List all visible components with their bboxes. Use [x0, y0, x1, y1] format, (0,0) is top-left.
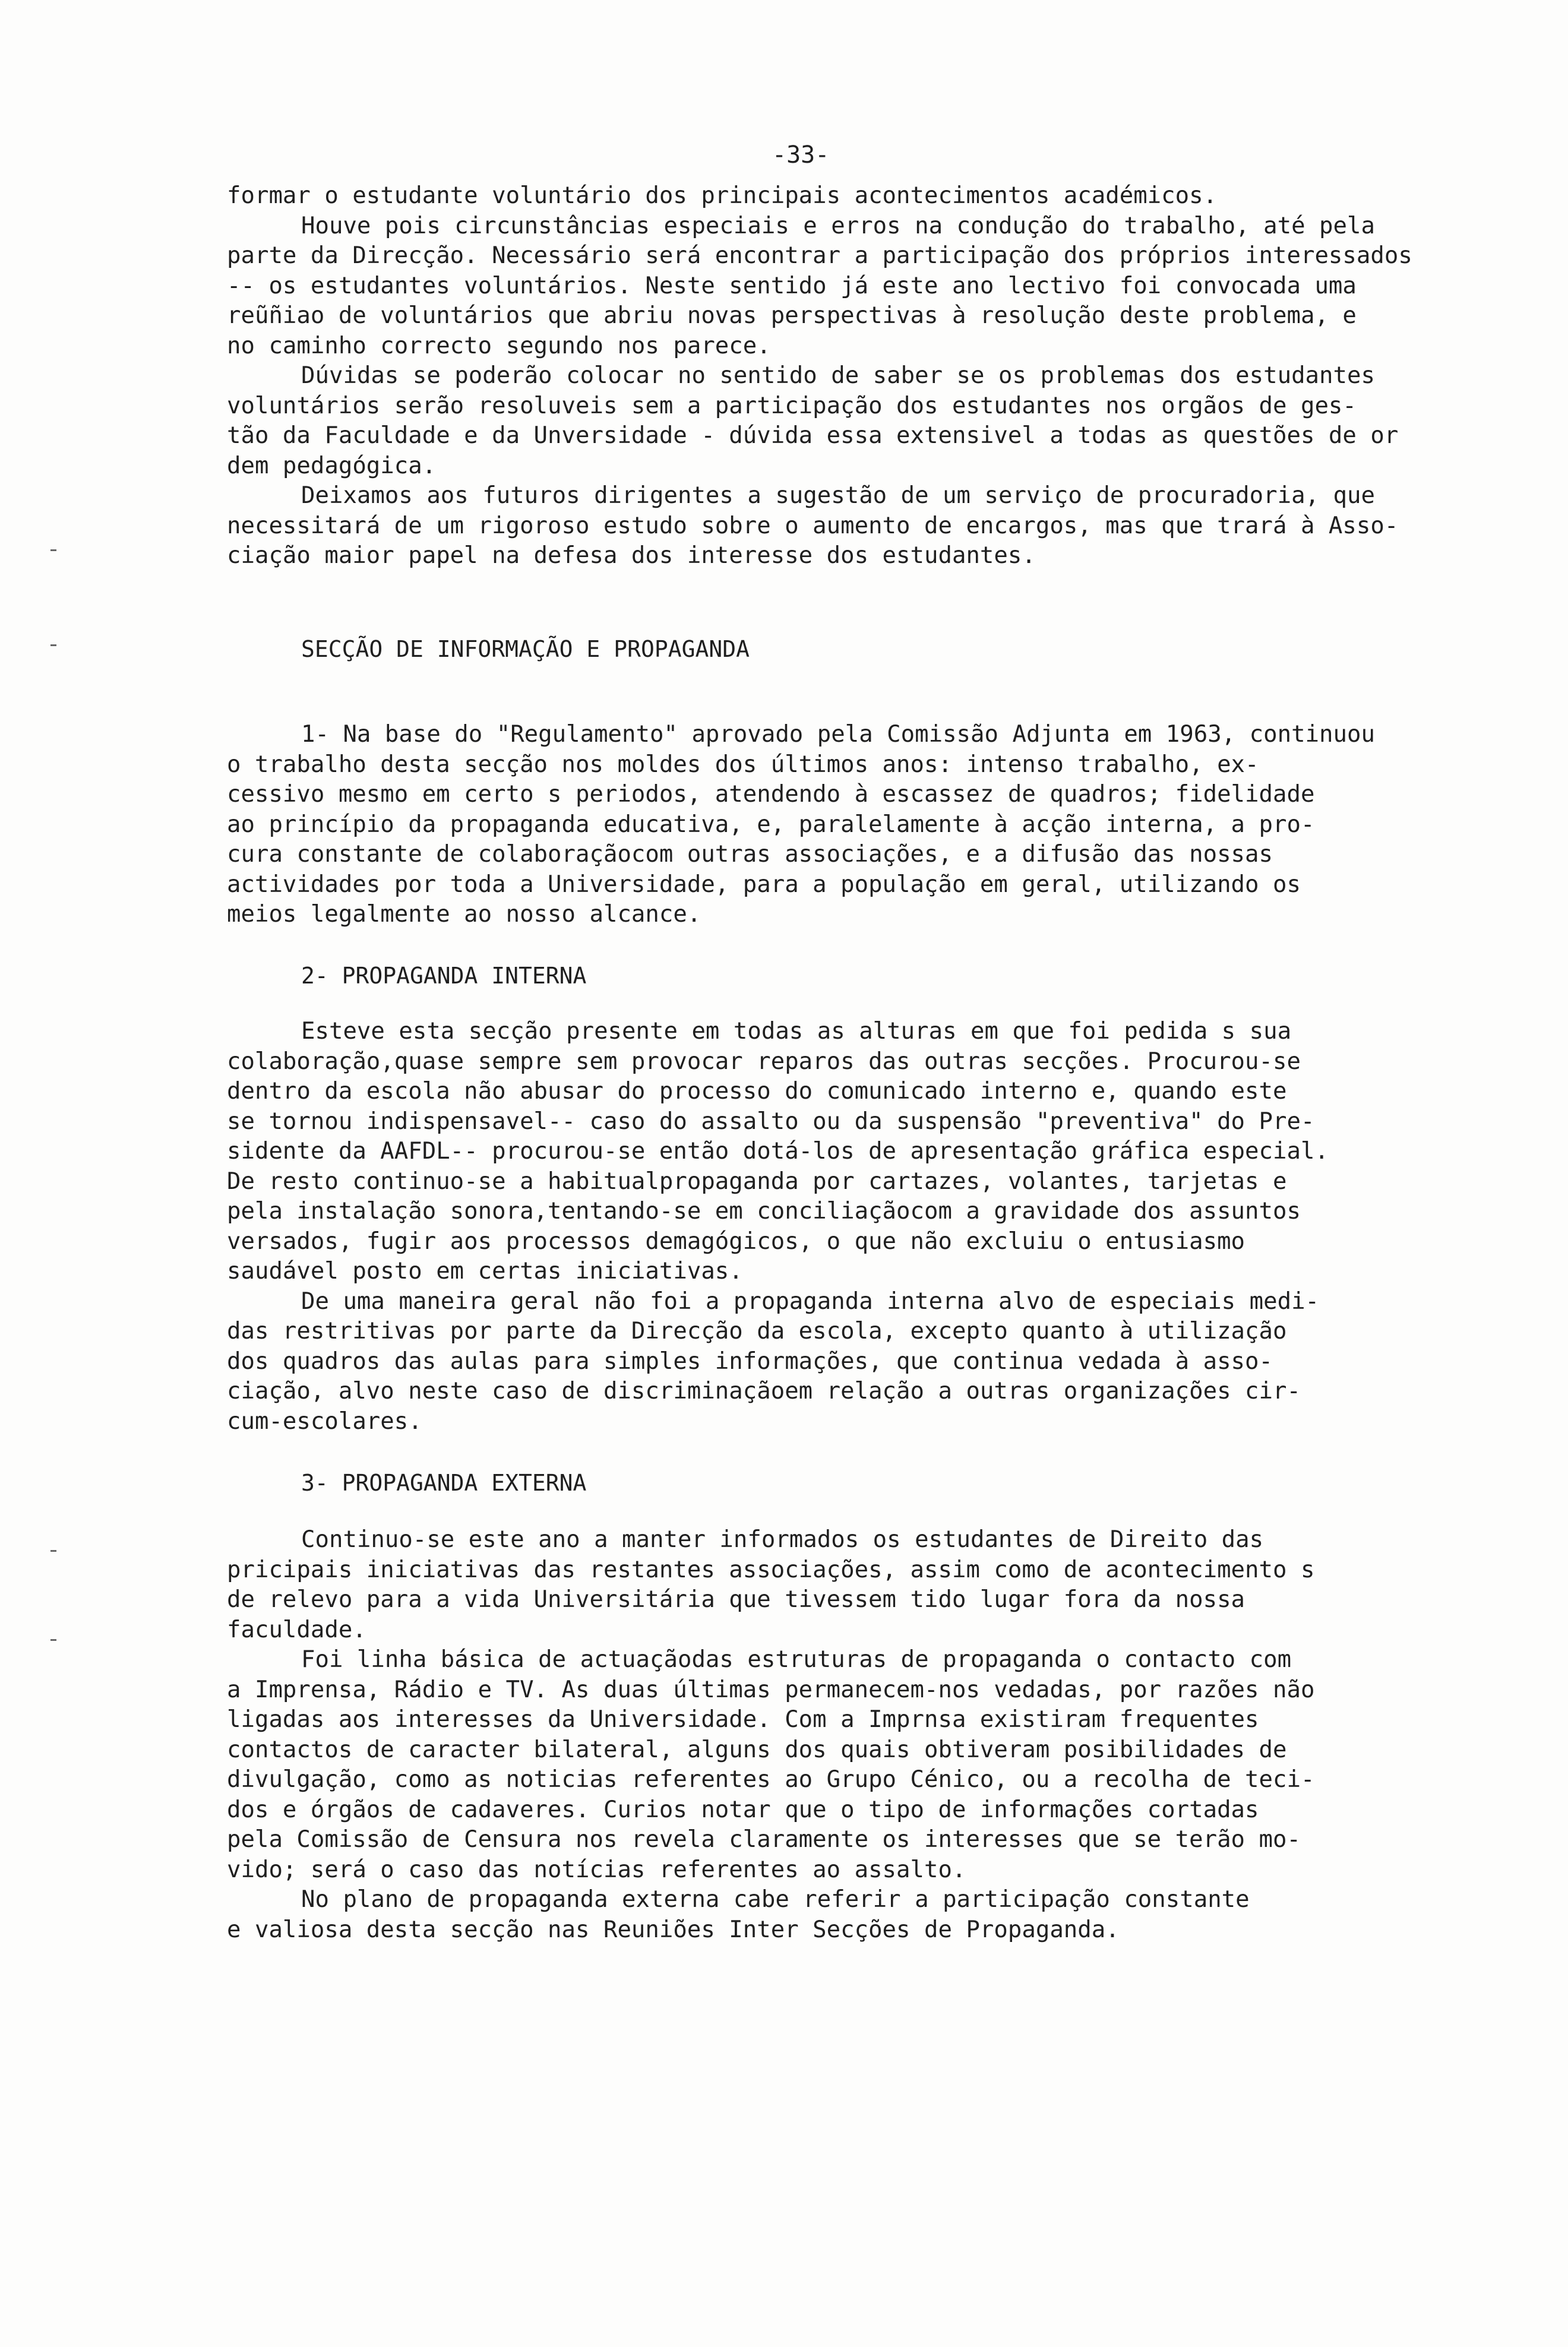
section-1-text — [227, 720, 1492, 930]
text-line: ligadas aos interesses da Universidade. Com a Imprnsa existiram frequentes — [227, 1706, 1259, 1733]
text-line: das restritivas por parte da Direcção da escola, excepto quanto à utilização — [227, 1318, 1287, 1345]
text-line: Esteve esta secção presente em todas as alturas em que foi pedida s sua — [301, 1018, 1292, 1045]
text-line: cura constante de colaboraçãocom outras associações, e a difusão das nossas — [227, 841, 1273, 868]
text-line: ciação maior papel na defesa dos interesse dos estudantes. — [227, 542, 1036, 569]
text-line: tão da Faculdade e da Unversidade - dúvida essa extensivel a todas as questões de or — [227, 422, 1399, 449]
section-3-text — [227, 1525, 1492, 1945]
text-line: e valiosa desta secção nas Reuniões Inter Secções de Propaganda. — [227, 1916, 1120, 1943]
text-line: o trabalho desta secção nos moldes dos últimos anos: intenso trabalho, ex- — [227, 751, 1259, 778]
text-line: cum-escolares. — [227, 1407, 422, 1435]
section-2-text — [227, 1017, 1492, 1437]
text-line: dos e órgãos de cadaveres. Curios notar que o tipo de informações cortadas — [227, 1796, 1259, 1823]
page-number: -33- — [772, 141, 830, 169]
section-3-heading: 3- PROPAGANDA EXTERNA — [301, 1470, 587, 1496]
text-line: dem pedagógica. — [227, 452, 437, 479]
text-line: pricipais iniciativas das restantes associações, assim como de acontecimento s — [227, 1556, 1315, 1583]
text-line: Foi linha básica de actuaçãodas estruturas de propaganda o contacto com — [301, 1646, 1292, 1673]
text-line: De uma maneira geral não foi a propaganda interna alvo de especiais medi- — [301, 1288, 1320, 1315]
text-line: 1- Na base do "Regulamento" aprovado pela Comissão Adjunta em 1963, continuou — [301, 721, 1375, 748]
intro-text — [227, 181, 1492, 571]
text-line: sidente da AAFDL-- procurou-se então dotá-los de apresentação gráfica especial. — [227, 1138, 1329, 1165]
text-line: dos quadros das aulas para simples informações, que continua vedada à asso- — [227, 1348, 1273, 1375]
text-line: contactos de caracter bilateral, alguns dos quais obtiveram posibilidades de — [227, 1736, 1287, 1763]
scan-mark — [50, 1550, 56, 1552]
text-line: vido; será o caso das notícias referentes ao assalto. — [227, 1856, 966, 1883]
text-line: meios legalmente ao nosso alcance. — [227, 901, 701, 928]
section-title: SECÇÃO DE INFORMAÇÃO E PROPAGANDA — [301, 636, 750, 662]
text-line: a Imprensa, Rádio e TV. As duas últimas permanecem-nos vedadas, por razões não — [227, 1676, 1315, 1703]
text-line: Dúvidas se poderão colocar no sentido de saber se os problemas dos estudantes — [301, 362, 1375, 389]
text-line: necessitará de um rigoroso estudo sobre o aumento de encargos, mas que trará à Asso- — [227, 512, 1399, 539]
text-line: ao princípio da propaganda educativa, e, paralelamente à acção interna, a pro- — [227, 811, 1315, 838]
text-line: dentro da escola não abusar do processo do comunicado interno e, quando este — [227, 1078, 1287, 1105]
text-line: Houve pois circunstâncias especiais e erros na condução do trabalho, até pela — [301, 212, 1375, 239]
text-line: divulgação, como as noticias referentes ao Grupo Cénico, ou a recolha de teci- — [227, 1766, 1315, 1793]
text-line: pela Comissão de Censura nos revela claramente os interesses que se terão mo- — [227, 1826, 1301, 1853]
text-line: reũñiao de voluntários que abriu novas perspectivas à resolução deste problema, e — [227, 302, 1357, 329]
text-line: Continuo-se este ano a manter informados os estudantes de Direito das — [301, 1526, 1264, 1553]
text-line: versados, fugir aos processos demagógicos, o que não excluiu o entusiasmo — [227, 1228, 1245, 1255]
scan-mark — [50, 1639, 56, 1641]
text-line: No plano de propaganda externa cabe referir a participação constante — [301, 1886, 1250, 1913]
text-line: -- os estudantes voluntários. Neste sentido já este ano lectivo foi convocada uma — [227, 272, 1357, 299]
text-line: faculdade. — [227, 1616, 366, 1643]
text-line: pela instalação sonora,tentando-se em conciliaçãocom a gravidade dos assuntos — [227, 1198, 1301, 1225]
text-line: formar o estudante voluntário dos principais acontecimentos académicos. — [227, 182, 1218, 209]
scan-mark — [50, 644, 56, 646]
scan-mark — [50, 549, 56, 551]
text-line: cessivo mesmo em certo s periodos, atendendo à escassez de quadros; fidelidade — [227, 781, 1315, 808]
text-line: no caminho correcto segundo nos parece. — [227, 332, 771, 359]
text-line: colaboração,quase sempre sem provocar reparos das outras secções. Procurou-se — [227, 1048, 1301, 1075]
text-line: actividades por toda a Universidade, para a população em geral, utilizando os — [227, 871, 1301, 898]
text-line: ciação, alvo neste caso de discriminaçãoem relação a outras organizações cir- — [227, 1378, 1301, 1405]
text-line: se tornou indispensavel-- caso do assalto ou da suspensão "preventiva" do Pre- — [227, 1108, 1315, 1135]
text-line: voluntários serão resoluveis sem a participação dos estudantes nos orgãos de ges- — [227, 392, 1357, 419]
text-line: de relevo para a vida Universitária que tivessem tido lugar fora da nossa — [227, 1586, 1245, 1613]
text-line: saudável posto em certas iniciativas. — [227, 1258, 743, 1285]
text-line: De resto continuo-se a habitualpropaganda por cartazes, volantes, tarjetas e — [227, 1168, 1287, 1195]
text-line: Deixamos aos futuros dirigentes a sugestão de um serviço de procuradoria, que — [301, 482, 1375, 509]
section-2-heading: 2- PROPAGANDA INTERNA — [301, 963, 587, 989]
text-line: parte da Direcção. Necessário será encontrar a participação dos próprios interessados — [227, 242, 1412, 269]
